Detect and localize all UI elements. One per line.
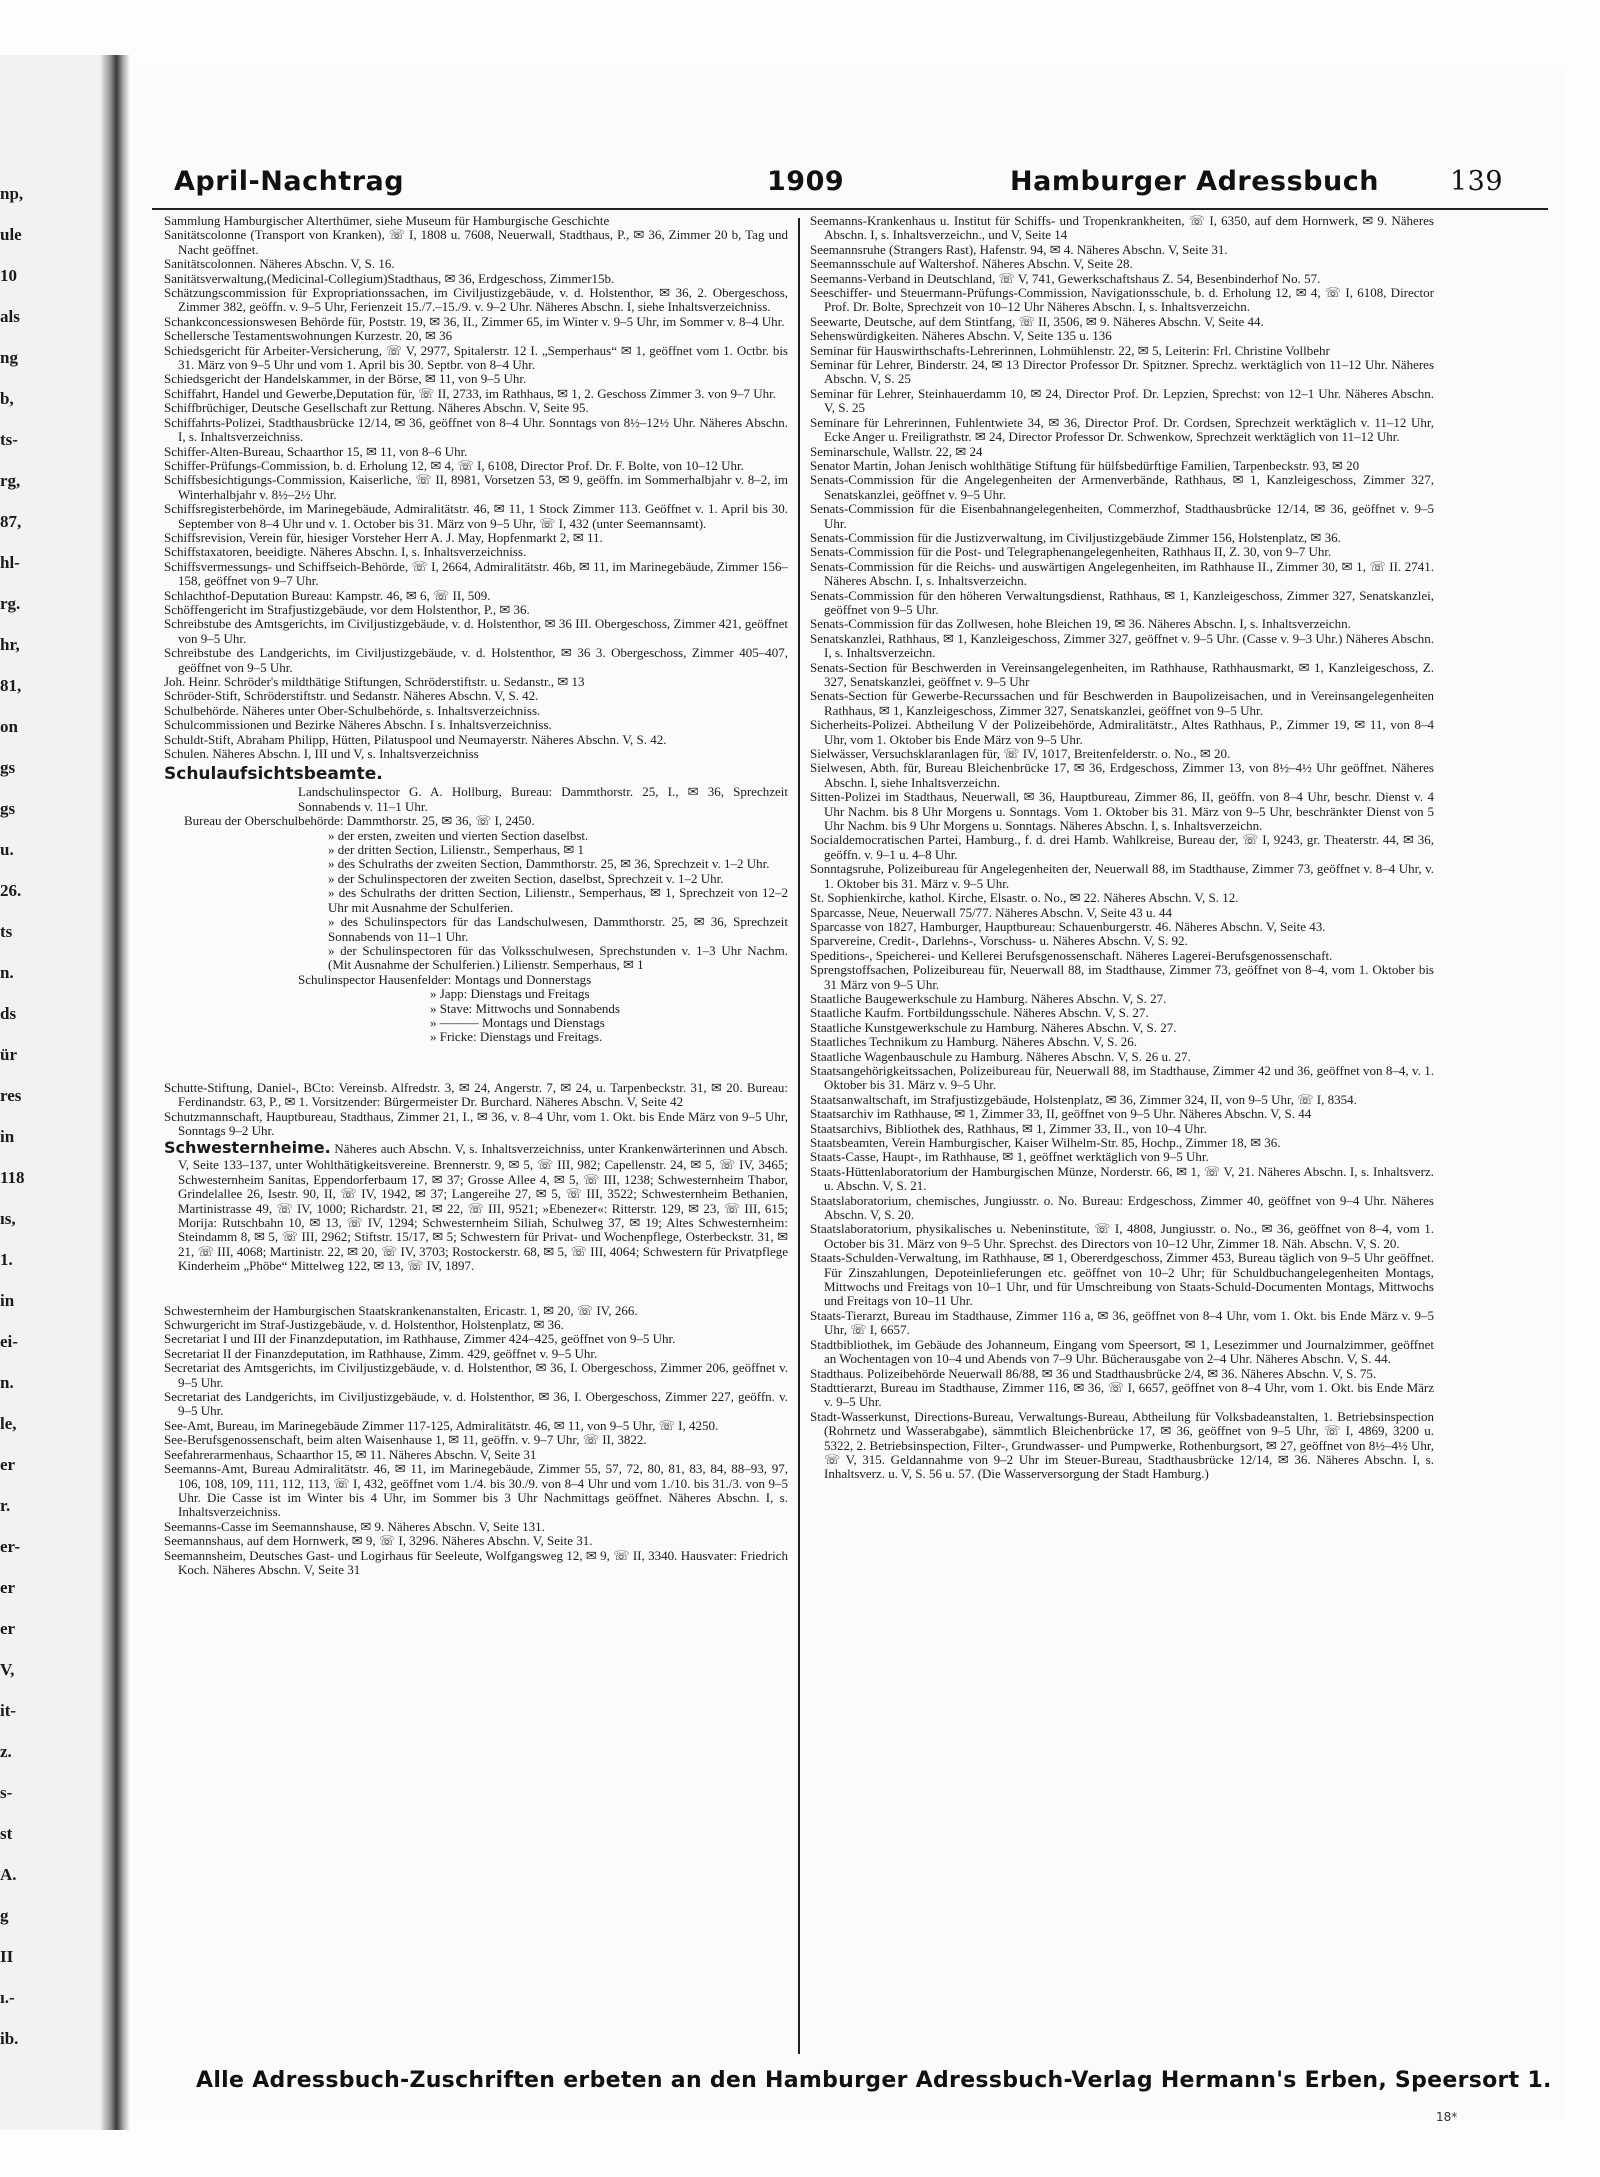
directory-entry: Schiffsregisterbehörde, im Marinegebäude, Admiralitätstr. 46, ✉ 11, 1 Stock Zimmer 113. Geöffnet v. 1. April bis 30. September von 8–4 Uhr und v. 1. October bis 31. März von 9–5 Uhr, ☏ I, 432 (unter Seemannsamt).	[164, 501, 788, 531]
adjacent-page-fragment: res	[0, 1086, 22, 1105]
directory-entry: Staatliche Kaufm. Fortbildungsschule. Näheres Abschn. V, S. 27.	[810, 1005, 1149, 1021]
adjacent-page-fragment: ng	[0, 348, 18, 367]
directory-entry: Schulbehörde. Näheres unter Ober-Schulbehörde, s. Inhaltsverzeichniss.	[164, 702, 541, 718]
directory-entry: Staatsarchiv im Rathhause, ✉ 1, Zimmer 33, II, geöffnet von 9–5 Uhr. Näheres Abschn. V, S. 44	[810, 1106, 1312, 1122]
directory-entry: Senats-Commission für die Justizverwaltung, im Civiljustizgebäude Zimmer 156, Holstenplatz, ✉ 36.	[810, 529, 1341, 545]
adjacent-page-fragment: n.	[0, 1373, 14, 1392]
adjacent-page-fragment: s-	[0, 1783, 13, 1802]
directory-entry: Senats-Commission für die Eisenbahnangelegenheiten, Commerzhof, Stadthausbrücke 12/14, ✉ 36, geöffnet v. 9–5 Uhr.	[810, 501, 1434, 531]
directory-entry: Sielwässer, Versuchsklaranlagen für, ☏ IV, 1017, Breitenfelderstr. o. No., ✉ 20.	[810, 746, 1231, 762]
directory-entry: Schiffer-Alten-Bureau, Schaarthor 15, ✉ 11, von 8–6 Uhr.	[164, 443, 468, 459]
schwesternheime-text: Näheres auch Abschn. V, s. Inhaltsverzeichniss, unter Krankenwärterinnen und Absch. V, Seite 133–137, unter Wohlthätigkeitsvereine. Brennerstr. 9, ✉ 5, ☏ III, 982; Capellenstr. 24, ✉ 5, ☏ IV, 3465; Schwesternheim Sanitas, Eppendorferbaum 17, ✉ 37; Grosse Allee 4, ✉ 5, ☏ III, 1238; Schwesternheim Thabor, Grindelallee 26, Isestr. 90, II, ☏ IV, 1942, ✉ 37; Langereihe 27, ✉ 5, ☏ III, 3522; Schwesternheim Bethanien, Martinistrasse 49, ☏ IV, 1000; Richardstr. 21, ✉ 22, ☏ III, 9521; »Ebenezer«: Ritterstr. 129, ✉ 23, ☏ III, 615; Morija: Rutschbahn 10, ✉ 13, ☏ IV, 1294; Schwesternheim Siliah, Schulweg 37, ✉ 19; Altes Schwesternheim: Steindamm 8, ✉ 5, ☏ III, 2962; Stiftstr. 15/17, ✉ 5; Schwestern für Privat- und Wochenpflege, Osterbeckstr. 31, ✉ 21, ☏ III, 4068; Martinistr. 22, ✉ 20, ☏ IV, 3703; Rostockerstr. 68, ✉ 5, ☏ III, 4064; Schwestern für Privatpflege Kinderheim „Phöbe“ Mittelweg 122, ✉ 13, ☏ IV, 1897.	[178, 1141, 788, 1274]
directory-entry: Staatsangehörigkeitssachen, Polizeibureau für, Neuerwall 88, im Stadthause, Zimmer 42 und 36, geöffnet von 8–4, v. 1. Oktober bis 31. März v. 9–5 Uhr.	[810, 1062, 1434, 1093]
directory-entry: Stadthaus. Polizeibehörde Neuerwall 86/88, ✉ 36 und Stadthausbrücke 2/4, ✉ 36. Näheres Abschn. V, S. 75.	[810, 1365, 1377, 1381]
schulaufsicht-line: » des Schulraths der dritten Section, Lilienstr., Semperhaus, ✉ 1, Sprechzeit von 12–2 Uhr mit Ausnahme der Schulferien.	[328, 885, 788, 915]
adjacent-page-fragment: ib.	[0, 2029, 19, 2048]
directory-entry: Schiedsgericht der Handelskammer, in der Börse, ✉ 11, von 9–5 Uhr.	[164, 371, 527, 387]
adjacent-page-fragment: hl-	[0, 553, 20, 572]
directory-entry: Staatsarchivs, Bibliothek des, Rathhaus, ✉ 1, Zimmer 33, II., von 10–4 Uhr.	[810, 1120, 1207, 1136]
adjacent-page-fragment: on	[0, 717, 18, 736]
directory-entry: Senats-Commission für die Reichs- und auswärtigen Angelegenheiten, im Rathhause II., Zimmer 30, ✉ 1, ☏ II. 2741. Näheres Abschn. I, s. Inhaltsverzeichn.	[810, 558, 1434, 589]
header-book-title: Hamburger Adressbuch	[1010, 166, 1379, 197]
directory-entry: Sprengstoffsachen, Polizeibureau für, Neuerwall 88, im Stadthause, Zimmer 73, geöffnet von 8–4, vom 1. Oktober bis 31 März von 9–5 Uhr.	[810, 962, 1434, 992]
directory-entry: Schiffsvermessungs- und Schiffseich-Behörde, ☏ I, 2664, Admiralitätstr. 46b, ✉ 11, im Marinegebäude, Zimmer 156–158, geöffnet von 9–7 Uhr.	[164, 558, 788, 589]
directory-entry: Schöffengericht im Strafjustizgebäude, vor dem Holstenthor, P., ✉ 36.	[164, 601, 530, 617]
left-entries-1	[164, 214, 788, 761]
directory-entry: Seminarschule, Wallstr. 22, ✉ 24	[810, 443, 983, 459]
directory-entry: Secretariat I und III der Finanzdeputation, im Rathhause, Zimmer 424–425, geöffnet von 9–5 Uhr.	[164, 1331, 676, 1347]
adjacent-page-fragment: 87,	[0, 512, 22, 531]
adjacent-page-fragment: er	[0, 1455, 16, 1474]
bottom-stamp: 18*	[1436, 2110, 1458, 2124]
directory-entry: Sitten-Polizei im Stadthaus, Neuerwall, ✉ 36, Hauptbureau, Zimmer 86, II, geöffn. von 8–4 Uhr, beschr. Dienst v. 4 Uhr Nachm. bis 8 Uhr Morgens u. Sonntags. Vom 1. Oktober bis 31. März von 9–5 Uhr, beschränkter Dienst von 5 Uhr Nachm. bis 9 Uhr Morgens u. Sonntags. Näheres Abschn. I, s. Inhaltsverzeichn.	[810, 789, 1434, 834]
adjacent-page-fragment: 1.	[0, 1250, 13, 1269]
directory-entry: Staats-Schulden-Verwaltung, im Rathhause, ✉ 1, Obererdgeschoss, Zimmer 453, Bureau täglich von 9–5 Uhr geöffnet. Für Zinszahlungen, Depoteinlieferungen etc. geöffnet von 10–2 Uhr; für Schuldbuchangelegenheiten Montags, Mittwochs und Freitags von 10–1 Uhr, und für Umschreibung von Staats-Schuld-Documenten Montags, Mittwochs und Freitags von 10–11 Uhr.	[810, 1250, 1434, 1309]
directory-entry: Secretariat des Landgerichts, im Civiljustizgebäude, v. d. Holstenthor, ✉ 36, I. Obergeschoss, Zimmer 227, geöffn. v. 9–5 Uhr.	[164, 1389, 788, 1419]
left-entries-2	[164, 1081, 788, 1139]
page	[136, 70, 1564, 2124]
schulaufsicht-line: » des Schulraths der zweiten Section, Dammthorstr. 25, ✉ 36, Sprechzeit v. 1–2 Uhr.	[328, 856, 770, 872]
running-header	[152, 162, 1548, 202]
directory-entry: Secretariat II der Finanzdeputation, im Rathhause, Zimm. 429, geöffnet v. 9–5 Uhr.	[164, 1345, 598, 1361]
adjacent-page-fragment: le,	[0, 1414, 17, 1433]
adjacent-page-fragment: er	[0, 1619, 16, 1638]
directory-entry: Sanitätscolonnen. Näheres Abschn. V, S. 16.	[164, 256, 395, 272]
adjacent-page-fragment: A.	[0, 1865, 17, 1884]
section-heading-schulaufsicht: Schulaufsichtsbeamte.	[164, 764, 383, 785]
directory-entry: Staatslaboratorium, physikalisches u. Nebeninstitute, ☏ I, 4808, Jungiusstr. o. No., ✉ 36, geöffnet von 8–4, vom 1. October bis 31. März von 9–5 Uhr. Sprechst. des Directors von 10–12 Uhr, Zimmer 18. Näh. Abschn. V, S. 20.	[810, 1221, 1434, 1251]
directory-entry: Joh. Heinr. Schröder's mildthätige Stiftungen, Schröderstiftstr. u. Sedanstr., ✉ 13	[164, 674, 585, 689]
directory-entry: Sparcasse von 1827, Hamburger, Hauptbureau: Schauenburgerstr. 46. Näheres Abschn. V, Seite 43.	[810, 918, 1326, 934]
adjacent-page-fragment: gs	[0, 758, 16, 777]
directory-entry: Sonntagsruhe, Polizeibureau für Angelegenheiten der, Neuerwall 88, im Stadthause, Zimmer 73, geöffnet v. 8–4 Uhr, v. 1. Oktober bis 31. März v. 9–5 Uhr.	[810, 861, 1434, 891]
directory-entry: Senats-Section für Gewerbe-Recurssachen und für Beschwerden in Baupolizeisachen, und in Vereinsangelegenheiten Rathhaus, ✉ 1, Kanzleigeschoss, Zimmer 327, Senatskanzlei, geöffnet von 9–5 Uhr.	[810, 688, 1434, 718]
directory-entry: Seemanns-Casse im Seemannshause, ✉ 9. Näheres Abschn. V, Seite 131.	[164, 1518, 545, 1534]
directory-entry: Sanitätscolonne (Transport von Kranken), ☏ I, 1808 u. 7608, Neuerwall, Stadthaus, P., ✉ 36, Zimmer 20 b, Tag und Nacht geöffnet.	[164, 227, 788, 257]
directory-entry: Stadt-Wasserkunst, Directions-Bureau, Verwaltungs-Bureau, Abtheilung für Volksbadeanstalten, 1. Betriebsinspection (Rohrnetz und Wasserabgabe), sämmtlich Bleichenbrücke 17, ✉ 36, geöffnet von 9–5 Uhr, ☏ I, 4869, 3200 u. 5322, 2. Betriebsinspection, Filter-, Grundwasser- und Pumpwerke, Rothenburgsort, ✉ 27, geöffnet von 8½–4½ Uhr, ☏ V, 315. Geldannahme von 9–2 Uhr im Steuer-Bureau, Stadthausbrücke 12/14, ✉ 36. Näheres Abschn. I, s. Inhaltsverz. u. V, S. 56 u. 57. (Die Wasserversorgung der Stadt Hamburg.)	[810, 1408, 1434, 1482]
directory-entry: Staatliche Baugewerkschule zu Hamburg. Näheres Abschn. V, S. 27.	[810, 990, 1167, 1006]
directory-entry: Sicherheits-Polizei. Abtheilung V der Polizeibehörde, Admiralitätstr., Altes Rathhaus, P., Zimmer 19, ✉ 11, von 8–4 Uhr, vom 1. Oktober bis Ende März von 9–5 Uhr.	[810, 717, 1434, 747]
directory-entry: Schwesternheim der Hamburgischen Staatskrankenanstalten, Ericastr. 1, ✉ 20, ☏ IV, 266.	[164, 1302, 638, 1318]
header-page-number: 139	[1450, 166, 1504, 197]
directory-entry: Seemanns-Verband in Deutschland, ☏ V, 741, Gewerkschaftshaus Z. 54, Besenbinderhof No. 57.	[810, 270, 1321, 286]
directory-entry: Seminar für Hauswirthschafts-Lehrerinnen, Lohmühlenstr. 22, ✉ 5, Leiterin: Frl. Christine Vollbehr	[810, 342, 1330, 358]
adjacent-page-fragment: ule	[0, 225, 22, 244]
directory-entry: Seemannshaus, auf dem Hornwerk, ✉ 9, ☏ I, 3296. Näheres Abschn. V, Seite 31.	[164, 1533, 593, 1549]
directory-entry: Stadttierarzt, Bureau im Stadthause, Zimmer 116, ✉ 36, ☏ I, 6657, geöffnet von 8–4 Uhr, vom 1. Okt. bis Ende März v. 9–5 Uhr.	[810, 1379, 1434, 1410]
adjacent-page-fragment: in	[0, 1127, 15, 1146]
directory-entry: Schulen. Näheres Abschn. I, III und V, s. Inhaltsverzeichniss	[164, 746, 479, 762]
header-rule	[152, 208, 1548, 210]
adjacent-page-fragment: 81,	[0, 676, 22, 695]
adjacent-page-fragment: er-	[0, 1537, 21, 1556]
adjacent-page-fragment: 118	[0, 1168, 25, 1187]
directory-entry: Senats-Commission für den höheren Verwaltungsdienst, Rathhaus, ✉ 1, Kanzleigeschoss, Zimmer 327, Senatskanzlei, geöffnet von 9–5 Uhr.	[810, 587, 1434, 617]
schulaufsicht-line: » der Schulinspectoren der zweiten Section, daselbst, Sprechzeit v. 1–2 Uhr.	[328, 870, 724, 886]
adjacent-page-fragment: ür	[0, 1045, 17, 1064]
adjacent-page-fragment: r.	[0, 1496, 11, 1515]
directory-entry: Staatsbeamten, Verein Hamburgischer, Kaiser Wilhelm-Str. 85, Hochp., Zimmer 18, ✉ 36.	[810, 1135, 1281, 1150]
header-section-title: April-Nachtrag	[174, 166, 405, 197]
directory-entry: Seemanns-Amt, Bureau Admiralitätstr. 46, ✉ 11, im Marinegebäude, Zimmer 55, 57, 72, 80, 81, 83, 84, 88–93, 97, 106, 108, 109, 111, 112, 113, ☏ I, 432, geöffnet vom 1./4. bis 30./9. von 8–4 Uhr und vom 1./10. bis 31./3. von 9–5 Uhr. Die Casse ist im Winter bis 4 Uhr, im Sommer bis 3 Uhr Nachmittags geöffnet. Näheres Abschn. I, s. Inhaltsverzeichniss.	[164, 1461, 788, 1520]
adjacent-page-fragment: er	[0, 1578, 16, 1597]
schulaufsicht-line: » der ersten, zweiten und vierten Section daselbst.	[328, 827, 589, 843]
directory-entry: Staatliche Wagenbauschule zu Hamburg. Näheres Abschn. V, S. 26 u. 27.	[810, 1048, 1191, 1064]
directory-entry: Sielwesen, Abth. für, Bureau Bleichenbrücke 17, ✉ 36, Erdgeschoss, Zimmer 13, von 8½–4½ Uhr geöffnet. Näheres Abschn. I, siehe Inhaltsverzeichn.	[810, 760, 1434, 790]
directory-entry: Schlachthof-Deputation Bureau: Kampstr. 46, ✉ 6, ☏ II, 509.	[164, 587, 491, 603]
schulinspector-schedule	[164, 987, 788, 1045]
directory-entry: Schutte-Stiftung, Daniel-, BCto: Vereinsb. Alfredstr. 3, ✉ 24, Angerstr. 7, ✉ 24, u. Tarpenbeckstr. 31, ✉ 20. Bureau: Ferdinandstr. 63, P., ✉ 1. Vorsitzender: Bürgermeister Dr. Burchard. Näheres Abschn. V, Seite 42	[164, 1079, 788, 1110]
directory-entry: Seemannsruhe (Strangers Rast), Hafenstr. 94, ✉ 4. Näheres Abschn. V, Seite 31.	[810, 241, 1228, 257]
directory-entry: Stadtbibliothek, im Gebäude des Johanneum, Eingang vom Speersort, ✉ 1, Lesezimmer und Journalzimmer, geöffnet an Wochentagen von 10–4 und Abends von 7–9 Uhr. Bücherausgabe von 2–4 Uhr. Näheres Abschn. V, S. 44.	[810, 1336, 1434, 1367]
directory-entry: Schankconcessionswesen Behörde für, Poststr. 19, ✉ 36, II., Zimmer 65, im Winter v. 9–5 Uhr, im Sommer v. 8–4 Uhr.	[164, 313, 785, 329]
column-divider	[798, 218, 800, 2054]
directory-entry: Schellersche Testamentswohnungen Kurzestr. 20, ✉ 36	[164, 328, 453, 344]
adjacent-page-fragment: it-	[0, 1701, 17, 1720]
adjacent-page-fragment: b,	[0, 389, 14, 408]
directory-entry: Senats-Commission für das Zollwesen, hohe Bleichen 19, ✉ 36. Näheres Abschn. I, s. Inhaltsverzeichn.	[810, 616, 1351, 632]
directory-entry: Schreibstube des Landgerichts, im Civiljustizgebäude, v. d. Holstenthor, ✉ 36 3. Obergeschoss, Zimmer 405–407, geöffnet von 9–5 Uhr.	[164, 645, 788, 675]
adjacent-page-fragment: als	[0, 307, 20, 326]
book-gutter	[100, 55, 130, 2130]
directory-entry: Seminar für Lehrer, Steinhauerdamm 10, ✉ 24, Director Prof. Dr. Lepzien, Sprechst: von 12–1 Uhr. Näheres Abschn. V, S. 25	[810, 385, 1434, 416]
header-year: 1909	[767, 166, 845, 197]
directory-entry: See-Berufsgenossenschaft, beim alten Waisenhause 1, ✉ 11, geöffn. v. 9–7 Uhr, ☏ II, 3822.	[164, 1432, 647, 1448]
schedule-line: » Japp: Dienstags und Freitags	[430, 986, 590, 1002]
adjacent-page-fragment: hr,	[0, 635, 20, 654]
directory-entry: Socialdemocratischen Partei, Hamburg., f. d. drei Hamb. Wahlkreise, Bureau der, ☏ I, 9243, gr. Theaterstr. 44, ✉ 36, geöffn. v. 9–1 u. 4–8 Uhr.	[810, 832, 1434, 862]
schulaufsicht-line: » der Schulinspectoren für das Volksschulwesen, Sprechstunden v. 1–3 Uhr Nachm. (Mit Ausnahme der Schulferien.) Lilienstr. Semperhaus, ✉ 1	[328, 942, 788, 973]
directory-entry: Staatsanwaltschaft, im Strafjustizgebäude, Holstenplatz, ✉ 36, Zimmer 324, II, von 9–5 Uhr, ☏ I, 8354.	[810, 1091, 1357, 1107]
directory-entry: Seeschiffer- und Steuermann-Prüfungs-Commission, Navigationsschule, b. d. Erholung 12, ✉ 4, ☏ I, 6108, Director Prof. Dr. Bolte, Sprechzeit von 10–12 Uhr Näheres Abschn. I, s. Inhaltsverzeichn.	[810, 285, 1434, 315]
directory-entry: Sparcasse, Neue, Neuerwall 75/77. Näheres Abschn. V, Seite 43 u. 44	[810, 904, 1172, 920]
adjacent-page-fragment: ds	[0, 1004, 17, 1023]
adjacent-page-fragment: 10	[0, 266, 17, 285]
directory-entry: Schiedsgericht für Arbeiter-Versicherung, ☏ V, 2977, Spitalerstr. 12 I. „Semperhaus“ ✉ 1, geöffnet vom 1. Octbr. bis 31. März von 9–5 Uhr und vom 1. April bis 30. Septbr. von 8–4 Uhr.	[164, 342, 788, 373]
directory-entry: Schiffahrts-Polizei, Stadthausbrücke 12/14, ✉ 36, geöffnet von 8–4 Uhr. Sonntags von 8½–12½ Uhr. Näheres Abschn. I, s. Inhaltsverzeichniss.	[164, 414, 788, 445]
directory-entry: Schiffer-Prüfungs-Commission, b. d. Erholung 12, ✉ 4, ☏ I, 6108, Director Prof. Dr. F. Bolte, von 10–12 Uhr.	[164, 457, 744, 473]
directory-entry: Senatskanzlei, Rathhaus, ✉ 1, Kanzleigeschoss, Zimmer 327, geöffnet v. 9–5 Uhr. (Casse v. 9–3 Uhr.) Näheres Abschn. I, s. Inhaltsverzeichn.	[810, 630, 1434, 661]
adjacent-page-fragment: rg.	[0, 594, 21, 613]
adjacent-page-edge	[0, 55, 108, 2130]
directory-entry: Staatliches Technikum zu Hamburg. Näheres Abschn. V, S. 26.	[810, 1034, 1138, 1050]
directory-entry: Schutzmannschaft, Hauptbureau, Stadthaus, Zimmer 21, I., ✉ 36, v. 8–4 Uhr, vom 1. Okt. bis Ende März von 9–5 Uhr, Sonntags 9–2 Uhr.	[164, 1108, 788, 1138]
schedule-line: » Stave: Mittwochs und Sonnabends	[430, 1000, 620, 1016]
directory-entry: Schreibstube des Amtsgerichts, im Civiljustizgebäude, v. d. Holstenthor, ✉ 36 III. Obergeschoss, Zimmer 421, geöffnet von 9–5 Uhr.	[164, 616, 788, 646]
adjacent-page-fragment: II	[0, 1947, 14, 1966]
left-entries-3	[164, 1304, 788, 1578]
directory-entry: Schuldt-Stift, Abraham Philipp, Hütten, Pilatuspool und Neumayerstr. Näheres Abschn. V, S. 42.	[164, 731, 667, 747]
directory-entry: Secretariat des Amtsgerichts, im Civiljustizgebäude, v. d. Holstenthor, ✉ 36, I. Obergeschoss, Zimmer 206, geöffnet v. 9–5 Uhr.	[164, 1360, 788, 1390]
schwesternheime-entry	[164, 1138, 788, 1273]
directory-entry: Schiffsbesichtigungs-Commission, Kaiserliche, ☏ II, 8981, Vorsetzen 53, ✉ 9, geöffn. im Sommerhalbjahr v. 8–2, im Winterhalbjahr v. 8½–2½ Uhr.	[164, 472, 788, 502]
directory-entry: Sparvereine, Credit-, Darlehns-, Vorschuss- u. Näheres Abschn. V, S. 92.	[810, 933, 1188, 949]
directory-entry: Schulcommissionen und Bezirke Näheres Abschn. I s. Inhaltsverzeichniss.	[164, 717, 552, 733]
directory-entry: Seewarte, Deutsche, auf dem Stintfang, ☏ II, 3506, ✉ 9. Näheres Abschn. V, Seite 44.	[810, 313, 1264, 329]
directory-entry: Senats-Commission für die Post- und Telegraphenangelegenheiten, Rathhaus II, Z. 30, von 9–7 Uhr.	[810, 544, 1332, 560]
schedule-line: » ——— Montags und Dienstags	[430, 1014, 605, 1030]
directory-entry: Sammlung Hamburgischer Alterthümer, siehe Museum für Hamburgische Geschichte	[164, 214, 610, 228]
adjacent-page-fragment: ıs,	[0, 1209, 16, 1228]
adjacent-page-fragment: g	[0, 1906, 9, 1925]
directory-entry: Schätzungscommission für Expropriationssachen, im Civiljustizgebäude, v. d. Holstenthor, ✉ 36, 2. Obergeschoss, Zimmer 382, geöffn. v. 9–5 Uhr, Ferienzeit 15./7.–15./9. v. 9–2 Uhr. Näheres Abschn. I, siehe Inhaltsverzeichniss.	[164, 285, 788, 315]
directory-entry: Speditions-, Speicherei- und Kellerei Berufsgenossenschaft. Näheres Lagerei-Berufsgenossenschaft.	[810, 947, 1333, 963]
directory-entry: Schiffbrüchiger, Deutsche Gesellschaft zur Rettung. Näheres Abschn. V, Seite 95.	[164, 400, 589, 416]
directory-entry: St. Sophienkirche, kathol. Kirche, Elsastr. o. No., ✉ 22. Näheres Abschn. V, S. 12.	[810, 890, 1239, 906]
directory-entry: Schiffsrevision, Verein für, hiesiger Vorsteher Herr A. J. May, Hopfenmarkt 2, ✉ 11.	[164, 529, 603, 545]
schulaufsicht-line: Schulinspector Hausenfelder: Montags und Donnerstags	[298, 971, 592, 987]
adjacent-page-fragment: np,	[0, 184, 24, 203]
adjacent-page-fragment: V,	[0, 1660, 15, 1679]
schulaufsicht-line: » der dritten Section, Lilienstr., Semperhaus, ✉ 1	[328, 842, 585, 858]
directory-entry: Seminare für Lehrerinnen, Fuhlentwiete 34, ✉ 36, Director Prof. Dr. Cordsen, Sprechzeit werktäglich v. 11–12 Uhr, Ecke Anger u. Freiligrathstr. ✉ 24, Director Professor Dr. Schwenkow, Sprechzeit werktäglich von 11–12 Uhr.	[810, 414, 1434, 445]
adjacent-page-fragment: 26.	[0, 881, 22, 900]
directory-entry: Schwurgericht im Straf-Justizgebäude, v. d. Holstenthor, Holstenplatz, ✉ 36.	[164, 1317, 564, 1333]
directory-entry: Staats-Tierarzt, Bureau im Stadthause, Zimmer 116 a, ✉ 36, geöffnet von 8–4 Uhr, vom 1. Okt. bis Ende März v. 9–5 Uhr, ☏ I, 6657.	[810, 1307, 1434, 1338]
directory-entry: Schiffahrt, Handel und Gewerbe,Deputation für, ☏ II, 2733, im Rathhaus, ✉ 1, 2. Geschoss Zimmer 3. von 9–7 Uhr.	[164, 385, 776, 401]
section-heading-schwesternheime: Schwesternheime.	[164, 1138, 331, 1158]
directory-entry: Seemannsschule auf Waltershof. Näheres Abschn. V, Seite 28.	[810, 256, 1133, 272]
adjacent-page-fragment: gs	[0, 799, 16, 818]
left-column	[164, 214, 788, 2058]
adjacent-page-fragment: ei-	[0, 1332, 18, 1351]
schulaufsicht-line: Bureau der Oberschulbehörde: Dammthorstr. 25, ✉ 36, ☏ I, 2450.	[184, 813, 535, 829]
adjacent-page-fragment: n.	[0, 963, 14, 982]
spacer	[164, 1274, 788, 1304]
directory-entry: Senats-Commission für die Angelegenheiten der Armenverbände, Rathhaus, ✉ 1, Kanzleigeschoss, Zimmer 327, Senatskanzlei, geöffnet v. 9–5 Uhr.	[810, 472, 1434, 502]
directory-entry: Seminar für Lehrer, Binderstr. 24, ✉ 13 Director Professor Dr. Spitzner. Sprechz. werktäglich von 11–12 Uhr. Näheres Abschn. V, S. 25	[810, 357, 1434, 387]
adjacent-page-fragment: ı.-	[0, 1988, 15, 2007]
directory-entry: Senator Martin, Johan Jenisch wohlthätige Stiftung für hülfsbedürftige Familien, Tarpenbeckstr. 93, ✉ 20	[810, 457, 1360, 473]
directory-entry: Schiffstaxatoren, beeidigte. Näheres Abschn. I, s. Inhaltsverzeichniss.	[164, 544, 527, 560]
schulaufsicht-entries	[164, 785, 788, 987]
directory-entry: Seemanns-Krankenhaus u. Institut für Schiffs- und Tropenkrankheiten, ☏ I, 6350, auf dem Hornwerk, ✉ 9. Näheres Abschn. I, s. Inhaltsverzeichn., und V, Seite 14	[810, 214, 1434, 243]
right-entries	[810, 214, 1434, 1482]
directory-entry: Staatslaboratorium, chemisches, Jungiusstr. o. No. Bureau: Erdgeschoss, Zimmer 40, geöffnet von 9–4 Uhr. Näheres Abschn. V, S. 20.	[810, 1192, 1434, 1223]
directory-entry: Sanitätsverwaltung,(Medicinal-Collegium)Stadthaus, ✉ 36, Erdgeschoss, Zimmer15b.	[164, 270, 615, 286]
right-column	[810, 214, 1434, 2058]
directory-entry: Schröder-Stift, Schröderstiftstr. und Sedanstr. Näheres Abschn. V, S. 42.	[164, 688, 539, 704]
adjacent-page-fragment: u.	[0, 840, 14, 859]
adjacent-page-fragment: rg,	[0, 471, 21, 490]
adjacent-page-fragment: ts	[0, 922, 13, 941]
directory-entry: See-Amt, Bureau, im Marinegebäude Zimmer 117-125, Admiralitätstr. 46, ✉ 11, von 9–5 Uhr, ☏ I, 4250.	[164, 1417, 719, 1433]
adjacent-page-fragment: in	[0, 1291, 15, 1310]
directory-entry: Staatliche Kunstgewerkschule zu Hamburg. Näheres Abschn. V, S. 27.	[810, 1019, 1177, 1035]
adjacent-page-fragment: z.	[0, 1742, 12, 1761]
directory-entry: Seefahrerarmenhaus, Schaarthor 15, ✉ 11. Näheres Abschn. V, Seite 31	[164, 1446, 537, 1462]
footer-advertisement: Alle Adressbuch-Zuschriften erbeten an den Hamburger Adressbuch-Verlag Hermann's Erben, Speersort 1.	[196, 2068, 1552, 2093]
spacer	[164, 1045, 788, 1081]
directory-entry: Seemannsheim, Deutsches Gast- und Logirhaus für Seeleute, Wolfgangsweg 12, ✉ 9, ☏ II, 3340. Hausvater: Friedrich Koch. Näheres Abschn. V, Seite 31	[164, 1547, 788, 1577]
schedule-line: » Fricke: Dienstags und Freitags.	[430, 1029, 603, 1045]
schulaufsicht-line: » des Schulinspectors für das Landschulwesen, Dammthorstr. 25, ✉ 36, Sprechzeit Sonnabends von 11–1 Uhr.	[328, 914, 788, 944]
adjacent-page-fragment: st	[0, 1824, 13, 1843]
directory-entry: Sehenswürdigkeiten. Näheres Abschn. V, Seite 135 u. 136	[810, 328, 1112, 344]
directory-entry: Senats-Section für Beschwerden in Vereinsangelegenheiten, im Rathhause, Rathhausmarkt, ✉ 1, Kanzleigeschoss, Z. 327, Senatskanzlei, geöffnet v. 9–5 Uhr	[810, 659, 1434, 689]
schulaufsicht-line: Landschulinspector G. A. Hollburg, Bureau: Dammthorstr. 25, I., ✉ 36, Sprechzeit Sonnabends v. 11–1 Uhr.	[298, 784, 788, 814]
directory-entry: Staats-Hüttenlaboratorium der Hamburgischen Münze, Norderstr. 66, ✉ 1, ☏ V, 21. Näheres Abschn. I, s. Inhaltsverz. u. Abschn. V, S. 21.	[810, 1163, 1434, 1194]
directory-entry: Staats-Casse, Haupt-, im Rathhause, ✉ 1, geöffnet werktäglich von 9–5 Uhr.	[810, 1149, 1209, 1165]
adjacent-page-fragment: ts-	[0, 430, 18, 449]
